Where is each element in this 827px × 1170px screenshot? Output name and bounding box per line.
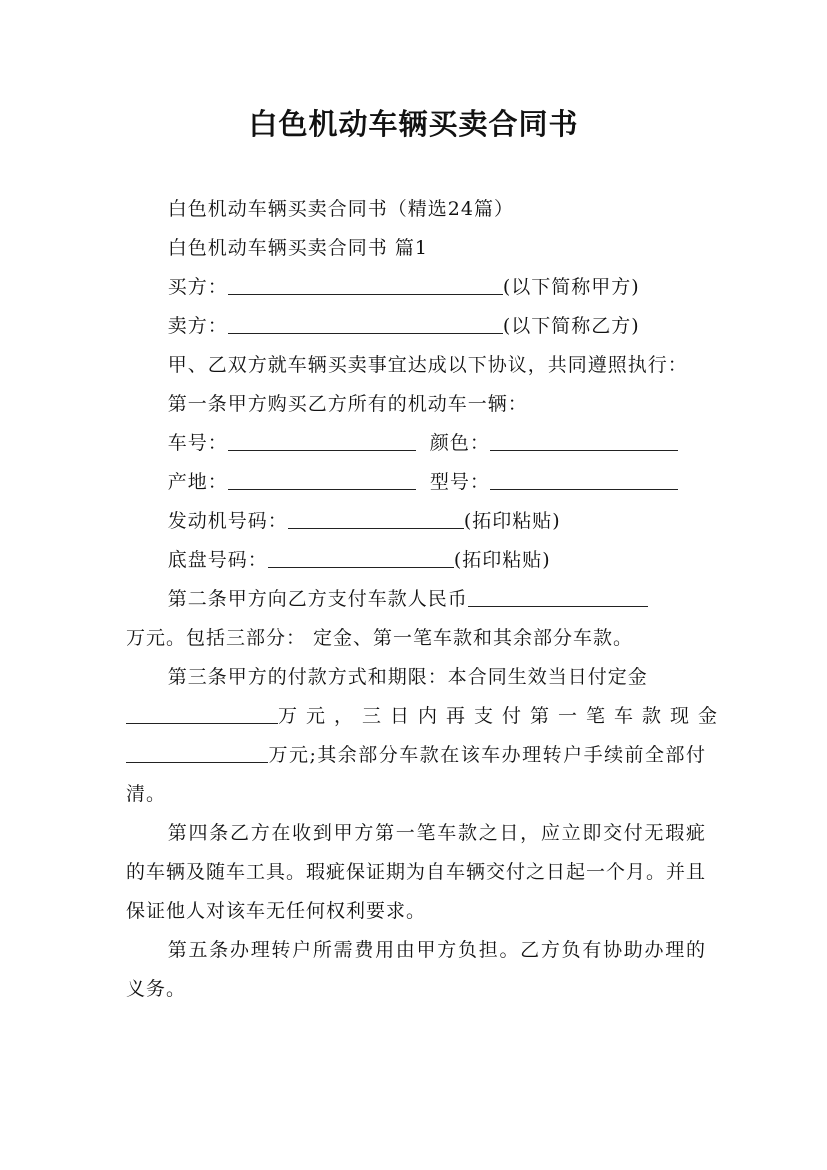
- origin-model-line: [126, 463, 706, 502]
- clause-2-line-2: 万元。包括三部分： 定金、第一笔车款和其余部分车款。: [126, 627, 634, 649]
- article-heading: 白色机动车辆买卖合同书 篇1: [167, 237, 428, 259]
- engine-suffix: (拓印粘贴): [463, 510, 561, 532]
- clause-5: 第五条办理转户所需费用由甲方负担。乙方负有协助办理的义务。: [126, 939, 706, 1000]
- document-title: 白色机动车辆买卖合同书: [248, 107, 579, 141]
- seller-suffix: (以下简称乙方): [502, 315, 640, 337]
- document-body: [126, 190, 727, 1009]
- model-blank: [490, 469, 678, 490]
- rmb-blank: [468, 586, 648, 607]
- engine-line: [126, 502, 706, 541]
- clause-2-text-a: 第二条甲方向乙方支付车款人民币: [167, 588, 468, 610]
- color-blank: [490, 430, 678, 451]
- clause-3-line-2: [126, 697, 727, 736]
- model-label: 型号：: [429, 471, 490, 493]
- plate-blank: [228, 430, 416, 451]
- buyer-blank: [228, 274, 503, 295]
- clause-1: 第一条甲方购买乙方所有的机动车一辆：: [167, 393, 528, 415]
- clause-4: 第四条乙方在收到甲方第一笔车款之日，应立即交付无瑕疵的车辆及随车工具。瑕疵保证期为自车辆交付之日起一个月。并且保证他人对该车无任何权利要求。: [126, 822, 707, 922]
- clause-3-text-c: 万元;其余部分车款在该车办理转户手续前全部付清。: [126, 744, 706, 805]
- engine-blank: [288, 508, 464, 529]
- seller-line: [126, 307, 706, 346]
- origin-label: 产地：: [167, 471, 228, 493]
- origin-blank: [228, 469, 416, 490]
- clause-2-line-1: [126, 580, 706, 619]
- clause-3-line-1: 第三条甲方的付款方式和期限：本合同生效当日付定金: [167, 666, 648, 688]
- buyer-line: [126, 268, 706, 307]
- seller-blank: [228, 313, 503, 334]
- intro-paragraph: 甲、乙双方就车辆买卖事宜达成以下协议，共同遵照执行：: [167, 354, 688, 376]
- chassis-line: [126, 541, 706, 580]
- clause-3-line-3: [126, 736, 706, 814]
- seller-label: 卖方：: [167, 315, 228, 337]
- deposit-blank: [126, 703, 278, 724]
- chassis-suffix: (拓印粘贴): [453, 549, 551, 571]
- first-payment-blank: [126, 742, 268, 763]
- subtitle: 白色机动车辆买卖合同书（精选24篇）: [167, 198, 514, 220]
- engine-label: 发动机号码：: [167, 510, 288, 532]
- buyer-label: 买方：: [167, 276, 228, 298]
- chassis-blank: [268, 547, 454, 568]
- plate-color-line: [126, 424, 706, 463]
- chassis-label: 底盘号码：: [167, 549, 268, 571]
- buyer-suffix: (以下简称甲方): [502, 276, 640, 298]
- clause-3-text-b: 万元，三日内再支付第一笔车款现金: [278, 705, 727, 727]
- color-label: 颜色：: [429, 432, 490, 454]
- plate-label: 车号：: [167, 432, 228, 454]
